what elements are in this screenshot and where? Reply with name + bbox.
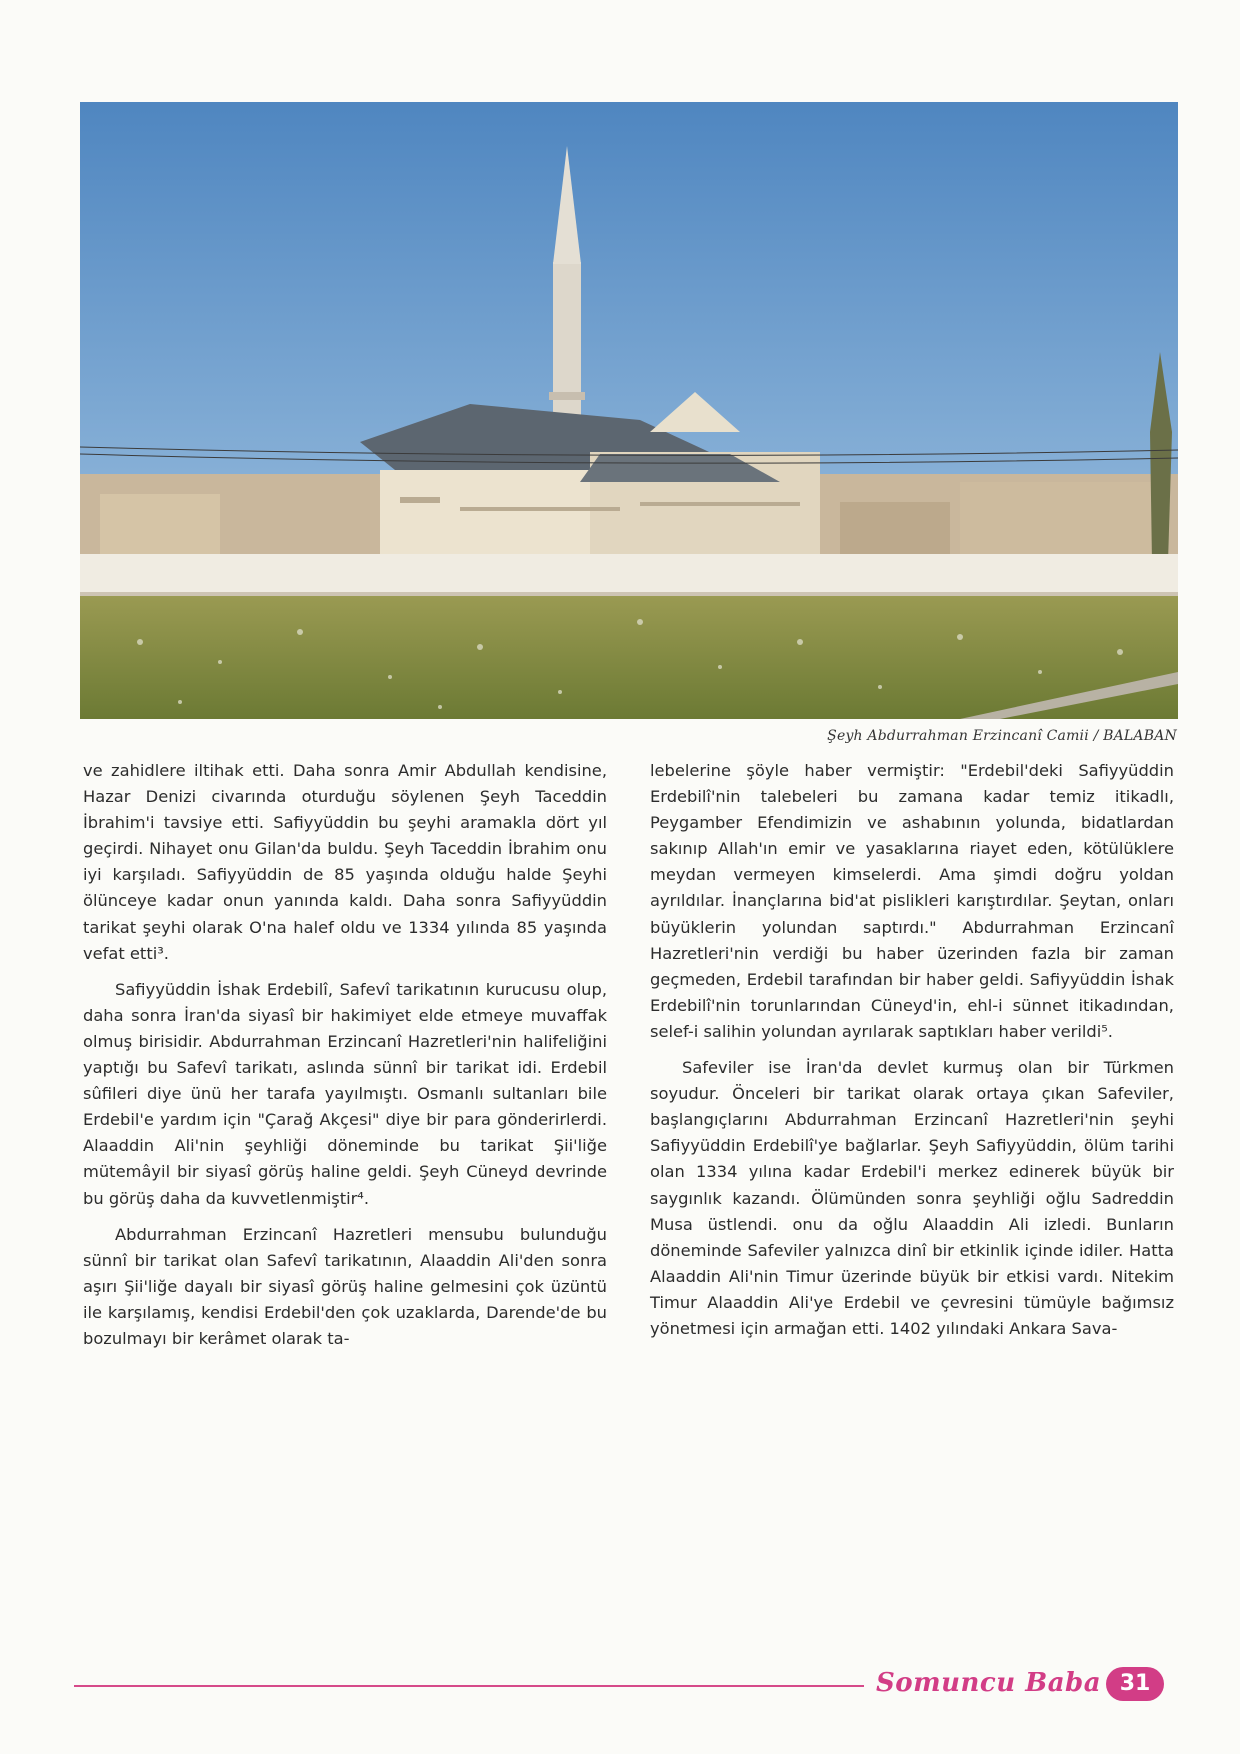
text-column-right: [650, 758, 1174, 1352]
paragraph: lebelerine şöyle haber vermiştir: "Erdebil'deki Safiyyüddin Erdebilî'nin talebeleri bu zamana kadar temiz itikadlı, Peygamber Efendimizin ve ashabının yolunda, bidatlardan sakınıp Allah'ın emir ve yasaklarına riayet eden, kötülüklere meydan vermeyen kimselerdi. Ama şimdi doğru yoldan ayrıldılar. İnançlarına bid'at pislikleri karıştırdılar. Şeytan, onları büyüklerin yolundan saptırdı." Abdurrahman Erzincanî Hazretleri'nin verdiği bu haber üzerinden fazla bir zaman geçmeden, Erdebil tarafından bir haber geldi. Safiyyüddin İshak Erdebilî'nin torunlarından Cüneyd'in, ehl-i sünnet itikadından, selef-i salihin yolundan ayrılarak saptıkları haber verildi⁵.: [650, 761, 1174, 1041]
photo-caption: Şeyh Abdurrahman Erzincanî Camii / BALABAN: [827, 728, 1177, 744]
paragraph: Safiyyüddin İshak Erdebilî, Safevî tarikatının kurucusu olup, daha sonra İran'da siyasî bir hakimiyet elde etmeye muvaffak olmuş birisidir. Abdurrahman Erzincanî Hazretleri'nin halifeliğini yaptığı bu Safevî tarikatı, aslında sünnî bir tarikat idi. Erdebil sûfileri diye ünü her tarafa yayılmıştı. Osmanlı sultanları bile Erdebil'e yardım için "Çarağ Akçesi" diye bir para gönderirlerdi. Alaaddin Ali'nin şeyhliği döneminde bu tarikat Şii'liğe mütemâyil bir siyasî görüş haline geldi. Şeyh Cüneyd devrinde bu görüş daha da kuvvetlenmiştir⁴.: [83, 979, 607, 1208]
paragraph: Safeviler ise İran'da devlet kurmuş olan bir Türkmen soyudur. Önceleri bir tarikat olarak ortaya çıkan Safeviler, başlangıçlarını Abdurrahman Erzincanî Hazretleri'nin şeyhi Safiyyüddin Erdebilî'ye bağlarlar. Şeyh Safiyyüddin, ölüm tarihi olan 1334 yılına kadar Erdebil'i merkez edinerek büyük bir saygınlık kazandı. Ölümünden sonra şeyhliği oğlu Sadreddin Musa üstlendi. onu da oğlu Alaaddin Ali izledi. Bunların döneminde Safeviler yalnızca dinî bir etkinlik içinde idiler. Hatta Alaaddin Ali'nin Timur üzerinde büyük bir etkisi vardı. Nitekim Timur Alaaddin Ali'ye Erdebil ve çevresini tümüyle bağımsız yönetmesi için armağan etti. 1402 yılındaki Ankara Sava-: [650, 1058, 1174, 1338]
footer-rule: [74, 1685, 864, 1687]
paragraph: ve zahidlere iltihak etti. Daha sonra Amir Abdullah kendisine, Hazar Denizi civarında oturduğu söylenen Şeyh Taceddin İbrahim'i tavsiye etti. Safiyyüddin bu şeyhi aramakla dört yıl geçirdi. Nihayet onu Gilan'da buldu. Şeyh Taceddin İbrahim onu iyi karşıladı. Safiyyüddin de 85 yaşında olduğu halde Şeyhi ölünceye kadar onun yanında kaldı. Daha sonra Safiyyüddin tarikat şeyhi olarak O'na halef oldu ve 1334 yılında 85 yaşında vefat etti³.: [83, 761, 607, 963]
mosque-photo: [80, 102, 1178, 719]
magazine-brand: Somuncu Baba: [876, 1668, 1102, 1698]
paragraph: Abdurrahman Erzincanî Hazretleri mensubu bulunduğu sünnî bir tarikat olan Safevî tarikatının, Alaaddin Ali'den sonra aşırı Şii'liğe dayalı bir siyasî görüş haline gelmesini çok üzüntü ile karşılamış, kendisi Erdebil'den çok uzaklarda, Darende'de bu bozulmayı bir kerâmet olarak ta-: [83, 1224, 607, 1348]
page-number-badge: 31: [1106, 1667, 1164, 1701]
text-column-left: [83, 758, 607, 1362]
mosque-photo-illustration: [80, 102, 1178, 719]
